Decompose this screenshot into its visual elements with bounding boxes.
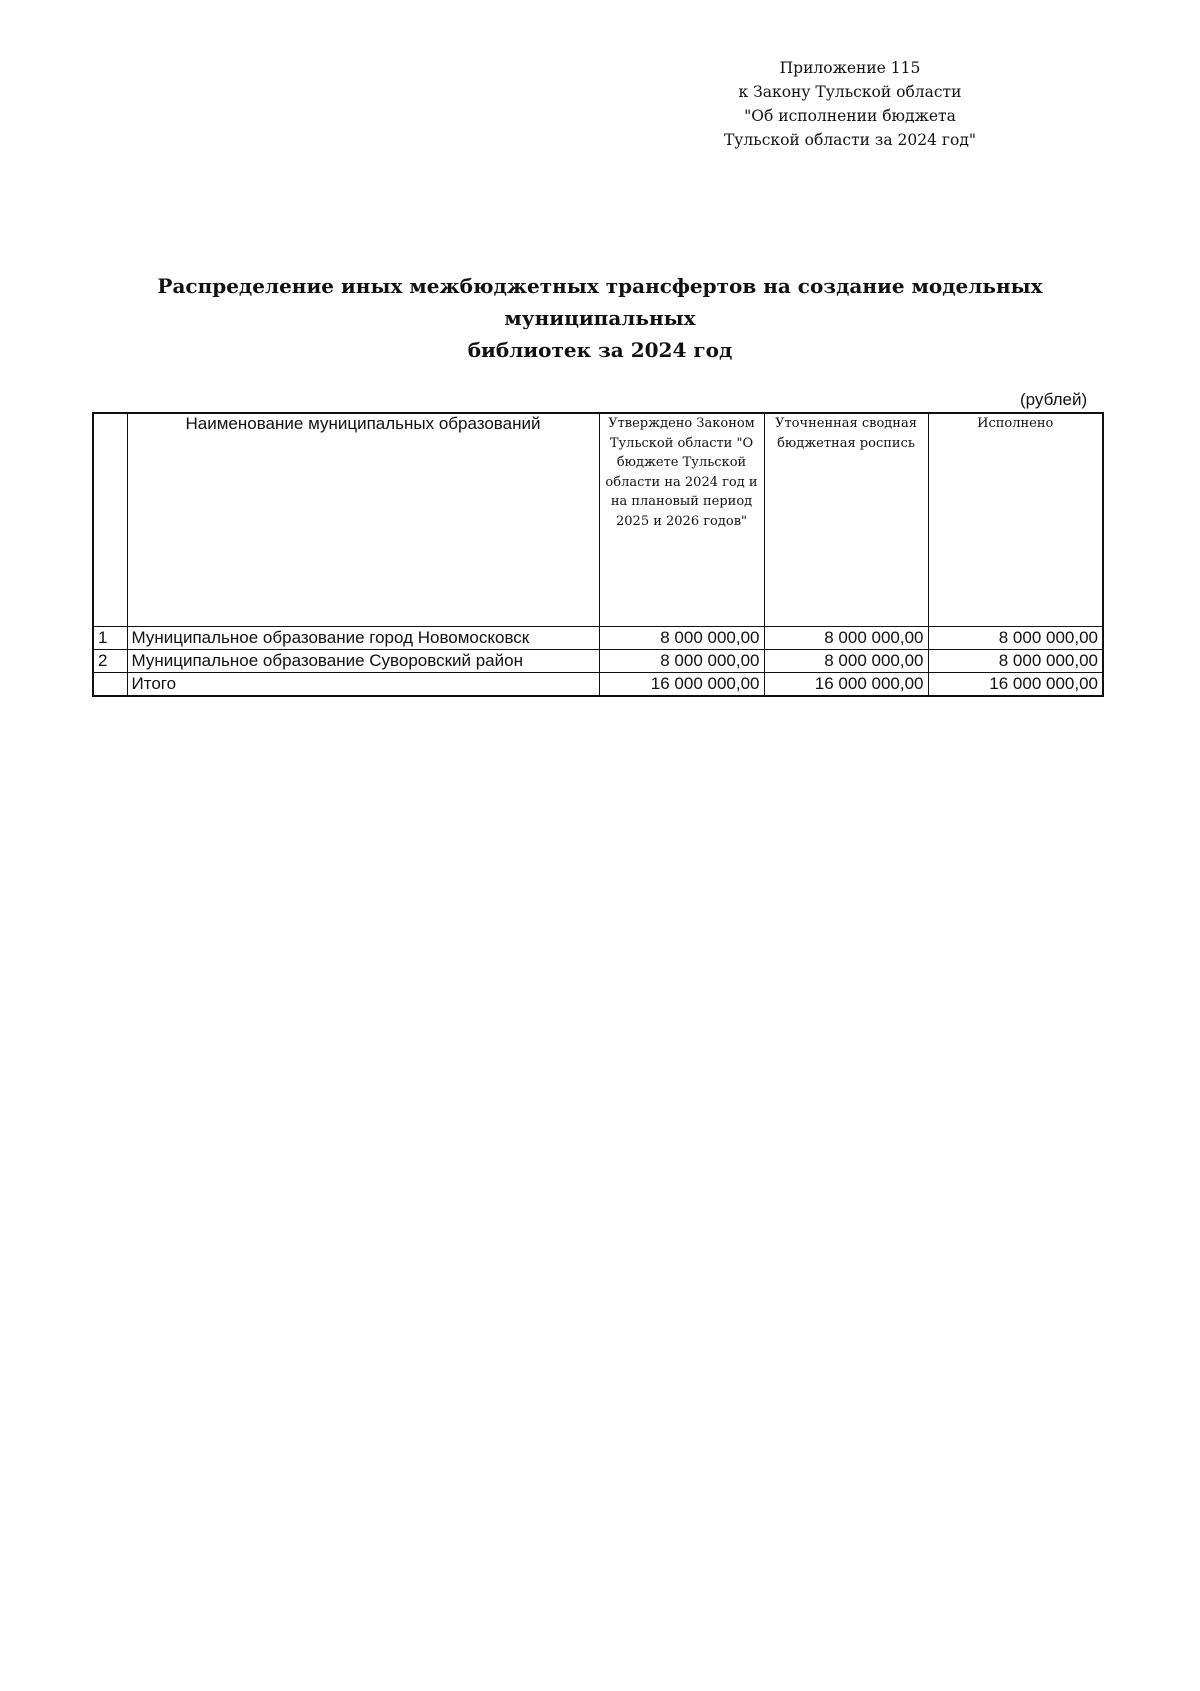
title-line: Распределение иных межбюджетных трансфертов на создание модельных муниципальных xyxy=(157,274,1043,330)
row-executed: 8 000 000,00 xyxy=(928,650,1103,673)
appendix-line: к Закону Тульской области xyxy=(738,83,962,101)
row-name: Муниципальное образование город Новомосковск xyxy=(127,627,599,650)
header-executed: Исполнено xyxy=(928,413,1103,627)
row-num: 2 xyxy=(93,650,127,673)
row-refined: 8 000 000,00 xyxy=(764,627,928,650)
appendix-line: Приложение 115 xyxy=(779,59,921,77)
table-row xyxy=(93,650,1103,673)
title-line: библиотек за 2024 год xyxy=(467,338,733,362)
total-num xyxy=(93,673,127,697)
row-name: Муниципальное образование Суворовский район xyxy=(127,650,599,673)
row-refined: 8 000 000,00 xyxy=(764,650,928,673)
row-approved: 8 000 000,00 xyxy=(599,627,764,650)
table-header-row xyxy=(93,413,1103,627)
appendix-reference xyxy=(700,56,1000,152)
total-approved: 16 000 000,00 xyxy=(599,673,764,697)
units-label: (рублей) xyxy=(1020,390,1088,409)
table-row xyxy=(93,627,1103,650)
total-name: Итого xyxy=(127,673,599,697)
total-refined: 16 000 000,00 xyxy=(764,673,928,697)
appendix-line: "Об исполнении бюджета xyxy=(744,107,956,125)
row-num: 1 xyxy=(93,627,127,650)
row-approved: 8 000 000,00 xyxy=(599,650,764,673)
total-row xyxy=(93,673,1103,697)
appendix-line: Тульской области за 2024 год" xyxy=(723,131,977,149)
total-executed: 16 000 000,00 xyxy=(928,673,1103,697)
header-approved: Утверждено Законом Тульской области "О бюджете Тульской области на 2024 год и на плановый период 2025 и 2026 годов" xyxy=(599,413,764,627)
document-title xyxy=(90,270,1110,366)
row-executed: 8 000 000,00 xyxy=(928,627,1103,650)
header-name: Наименование муниципальных образований xyxy=(127,413,599,627)
header-refined: Уточненная сводная бюджетная роспись xyxy=(764,413,928,627)
header-num xyxy=(93,413,127,627)
transfers-table xyxy=(92,412,1104,697)
